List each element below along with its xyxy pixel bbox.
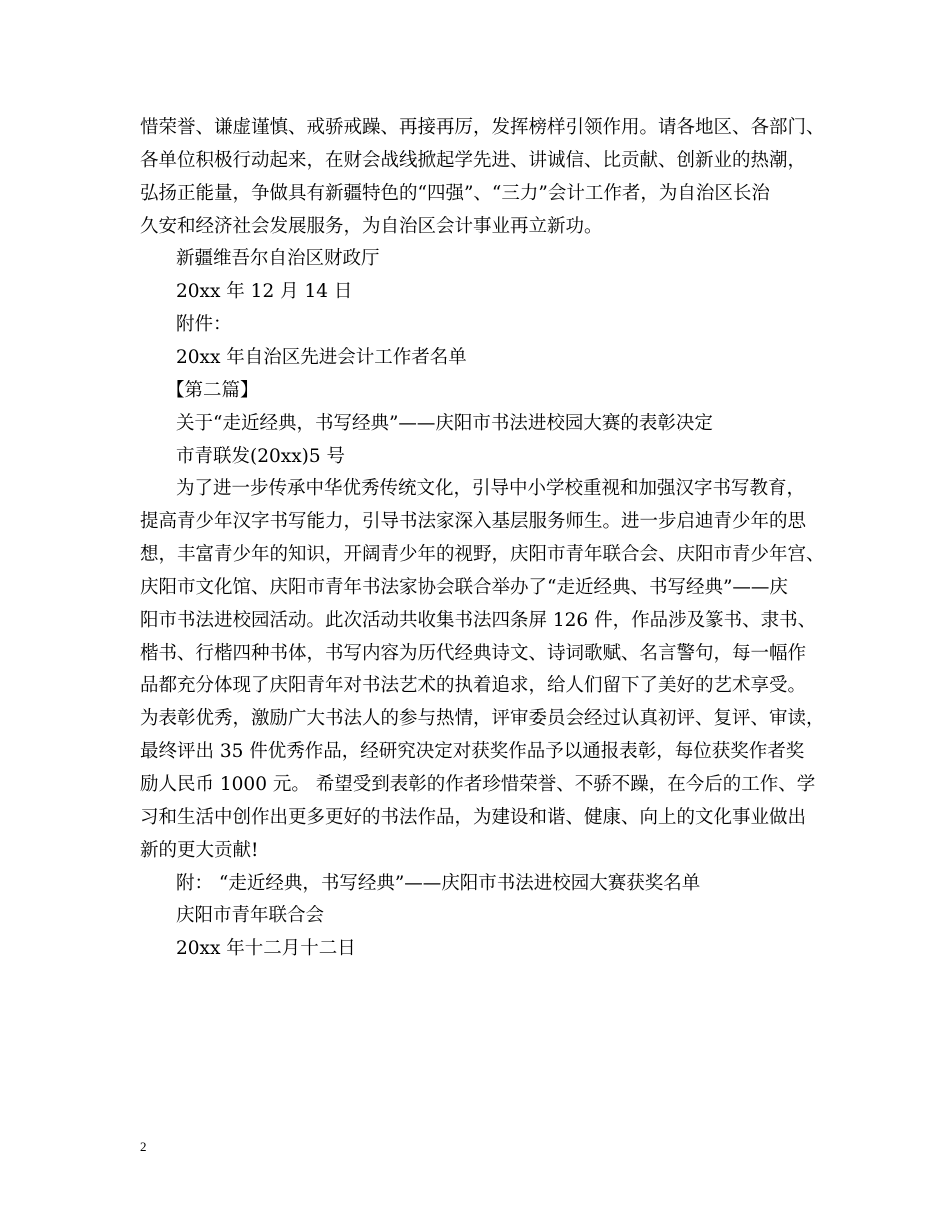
text-line: 附件：	[176, 314, 232, 335]
text-line: 阳市书法进校园活动。此次活动共收集书法四条屏 126 件，作品涉及篆书、隶书、	[140, 610, 817, 631]
text-line: 新的更大贡献!	[140, 840, 259, 861]
text-line: 最终评出 35 件优秀作品，经研究决定对获奖作品予以通报表彰，每位获奖作者奖	[140, 741, 805, 762]
text-line: 惜荣誉、谦虚谨慎、戒骄戒躁、再接再厉，发挥榜样引领作用。请各地区、各部门、	[140, 117, 825, 138]
text-line: 弘扬正能量，争做具有新疆特色的“四强”、“三力”会计工作者，为自治区长治	[140, 183, 770, 204]
text-line: 励人民币 1000 元。 希望受到表彰的作者珍惜荣誉、不骄不躁，在今后的工作、学	[140, 774, 816, 795]
text-line: 关于“走近经典，书写经典”——庆阳市书法进校园大赛的表彰决定	[176, 413, 713, 434]
text-line: 习和生活中创作出更多更好的书法作品，为建设和谐、健康、向上的文化事业做出	[140, 807, 807, 828]
text-line: 庆阳市青年联合会	[176, 905, 325, 926]
text-line: 20xx 年 12 月 14 日	[176, 281, 353, 302]
text-line: 市青联发(20xx)5 号	[176, 446, 345, 467]
text-line: 20xx 年十二月十二日	[176, 938, 356, 959]
text-line: 想，丰富青少年的知识，开阔青少年的视野，庆阳市青年联合会、庆阳市青少年宫、	[140, 544, 825, 565]
text-line: 为表彰优秀，激励广大书法人的参与热情，评审委员会经过认真初评、复评、审读，	[140, 708, 825, 729]
text-line: 提高青少年汉字书写能力，引导书法家深入基层服务师生。进一步启迪青少年的思	[140, 511, 807, 532]
text-line: 为了进一步传承中华优秀传统文化，引导中小学校重视和加强汉字书写教育，	[176, 478, 806, 499]
page-number: 2	[140, 1139, 147, 1154]
text-line: 【第二篇】	[166, 380, 259, 401]
text-line: 品都充分体现了庆阳青年对书法艺术的执着追求，给人们留下了美好的艺术享受。	[140, 675, 807, 696]
text-line: 新疆维吾尔自治区财政厅	[176, 248, 380, 269]
text-line: 各单位积极行动起来，在财会战线掀起学先进、讲诚信、比贡献、创新业的热潮，	[140, 150, 807, 171]
text-line: 庆阳市文化馆、庆阳市青年书法家协会联合举办了“走近经典、书写经典”——庆	[140, 577, 788, 598]
text-line: 楷书、行楷四种书体，书写内容为历代经典诗文、诗词歌赋、名言警句，每一幅作	[140, 643, 807, 664]
text-line: 20xx 年自治区先进会计工作者名单	[176, 347, 467, 368]
text-line: 附： “走近经典，书写经典”——庆阳市书法进校园大赛获奖名单	[176, 873, 701, 894]
text-line: 久安和经济社会发展服务，为自治区会计事业再立新功。	[140, 216, 603, 237]
